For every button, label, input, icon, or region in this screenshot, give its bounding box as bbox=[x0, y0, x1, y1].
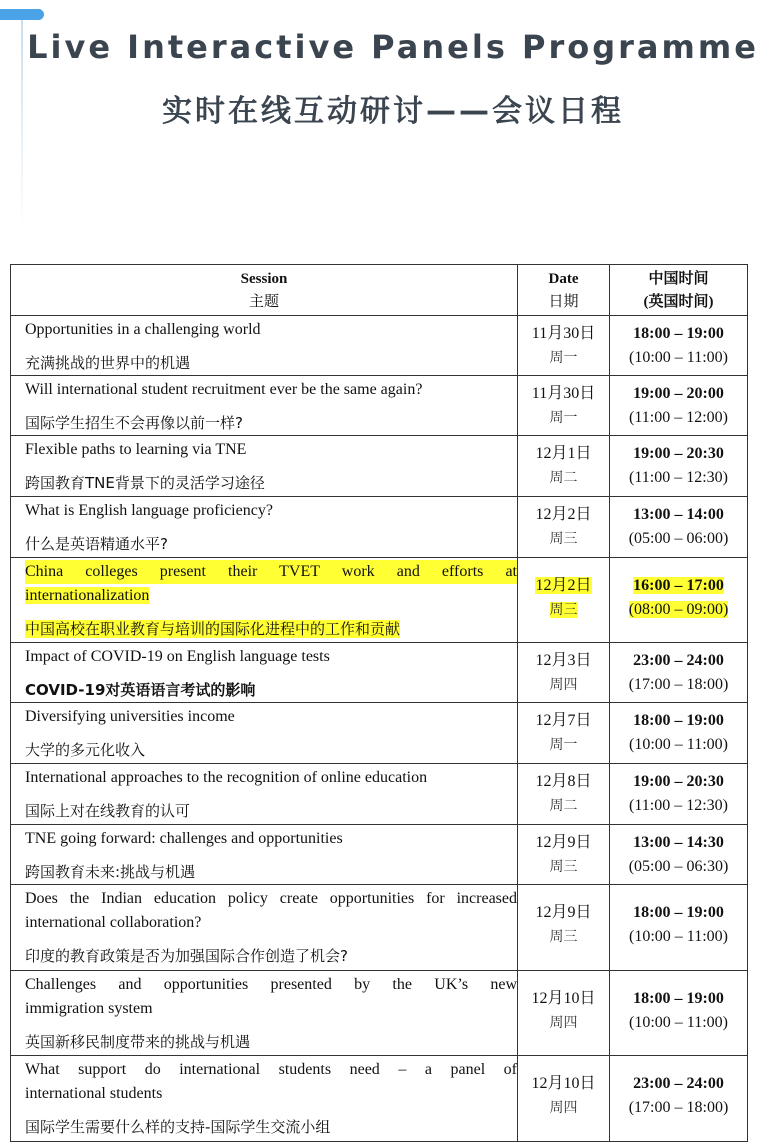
session-cell: Diversifying universities income 大学的多元化收入 bbox=[11, 703, 518, 764]
time-cell: 16:00 – 17:00 (08:00 – 09:00) bbox=[610, 558, 748, 643]
table-row bbox=[11, 971, 748, 1056]
time-cell: 18:00 – 19:00 (10:00 – 11:00) bbox=[610, 316, 748, 376]
session-cell: Flexible paths to learning via TNE 跨国教育TNE背景下的灵活学习途径 bbox=[11, 436, 518, 497]
table-row bbox=[11, 497, 748, 558]
session-cell: What support do international students need – a panel of international students 国际学生需要什么样的支持-国际学生交流小组 bbox=[11, 1056, 518, 1142]
time-cell: 13:00 – 14:00 (05:00 – 06:00) bbox=[610, 497, 748, 558]
date-cell: 12月7日 周一 bbox=[518, 703, 610, 764]
header-session: Session 主题 bbox=[11, 265, 518, 316]
session-cell: China colleges present their TVET work and efforts at internationalization 中国高校在职业教育与培训的国际化进程中的工作和贡献 bbox=[11, 558, 518, 643]
time-cell: 23:00 – 24:00 (17:00 – 18:00) bbox=[610, 1056, 748, 1142]
date-cell: 12月8日 周二 bbox=[518, 764, 610, 825]
table-row-highlighted bbox=[11, 558, 748, 643]
date-cell: 12月9日 周三 bbox=[518, 825, 610, 885]
header-date: Date 日期 bbox=[518, 265, 610, 316]
date-cell: 12月10日 周四 bbox=[518, 971, 610, 1056]
date-cell: 11月30日 周一 bbox=[518, 316, 610, 376]
session-cell: Will international student recruitment ever be the same again? 国际学生招生不会再像以前一样? bbox=[11, 376, 518, 436]
date-cell: 12月10日 周四 bbox=[518, 1056, 610, 1142]
table-row bbox=[11, 1056, 748, 1142]
time-cell: 18:00 – 19:00 (10:00 – 11:00) bbox=[610, 885, 748, 971]
table-header-row bbox=[11, 265, 748, 316]
session-cell: Opportunities in a challenging world 充满挑战的世界中的机遇 bbox=[11, 316, 518, 376]
time-cell: 23:00 – 24:00 (17:00 – 18:00) bbox=[610, 643, 748, 703]
date-cell: 12月1日 周二 bbox=[518, 436, 610, 497]
time-cell: 13:00 – 14:30 (05:00 – 06:30) bbox=[610, 825, 748, 885]
session-cell: TNE going forward: challenges and opportunities 跨国教育未来:挑战与机遇 bbox=[11, 825, 518, 885]
session-cell: Challenges and opportunities presented by the UK’s new immigration system 英国新移民制度带来的挑战与机遇 bbox=[11, 971, 518, 1056]
date-cell: 11月30日 周一 bbox=[518, 376, 610, 436]
date-cell: 12月9日 周三 bbox=[518, 885, 610, 971]
session-cell: Impact of COVID-19 on English language tests COVID-19对英语语言考试的影响 bbox=[11, 643, 518, 703]
table-row bbox=[11, 643, 748, 703]
date-cell: 12月2日 周三 bbox=[518, 497, 610, 558]
time-cell: 19:00 – 20:30 (11:00 – 12:30) bbox=[610, 436, 748, 497]
page-title-en: Live Interactive Panels Programme bbox=[27, 28, 759, 66]
table-row bbox=[11, 703, 748, 764]
time-cell: 19:00 – 20:30 (11:00 – 12:30) bbox=[610, 764, 748, 825]
accent-bar bbox=[0, 9, 44, 20]
page-title-zh: 实时在线互动研讨——会议日程 bbox=[162, 94, 624, 129]
session-cell: Does the Indian education policy create opportunities for increased international collaboration? 印度的教育政策是否为加强国际合作创造了机会? bbox=[11, 885, 518, 971]
session-cell: International approaches to the recognition of online education 国际上对在线教育的认可 bbox=[11, 764, 518, 825]
date-cell: 12月2日 周三 bbox=[518, 558, 610, 643]
schedule-table bbox=[10, 264, 748, 1142]
table-row bbox=[11, 825, 748, 885]
time-cell: 18:00 – 19:00 (10:00 – 11:00) bbox=[610, 703, 748, 764]
time-cell: 19:00 – 20:00 (11:00 – 12:00) bbox=[610, 376, 748, 436]
time-cell: 18:00 – 19:00 (10:00 – 11:00) bbox=[610, 971, 748, 1056]
table-row bbox=[11, 376, 748, 436]
table-row bbox=[11, 436, 748, 497]
header-time: 中国时间 (英国时间) bbox=[610, 265, 748, 316]
table-row bbox=[11, 316, 748, 376]
session-cell: What is English language proficiency? 什么是英语精通水平? bbox=[11, 497, 518, 558]
date-cell: 12月3日 周四 bbox=[518, 643, 610, 703]
table-row bbox=[11, 764, 748, 825]
table-row bbox=[11, 885, 748, 971]
